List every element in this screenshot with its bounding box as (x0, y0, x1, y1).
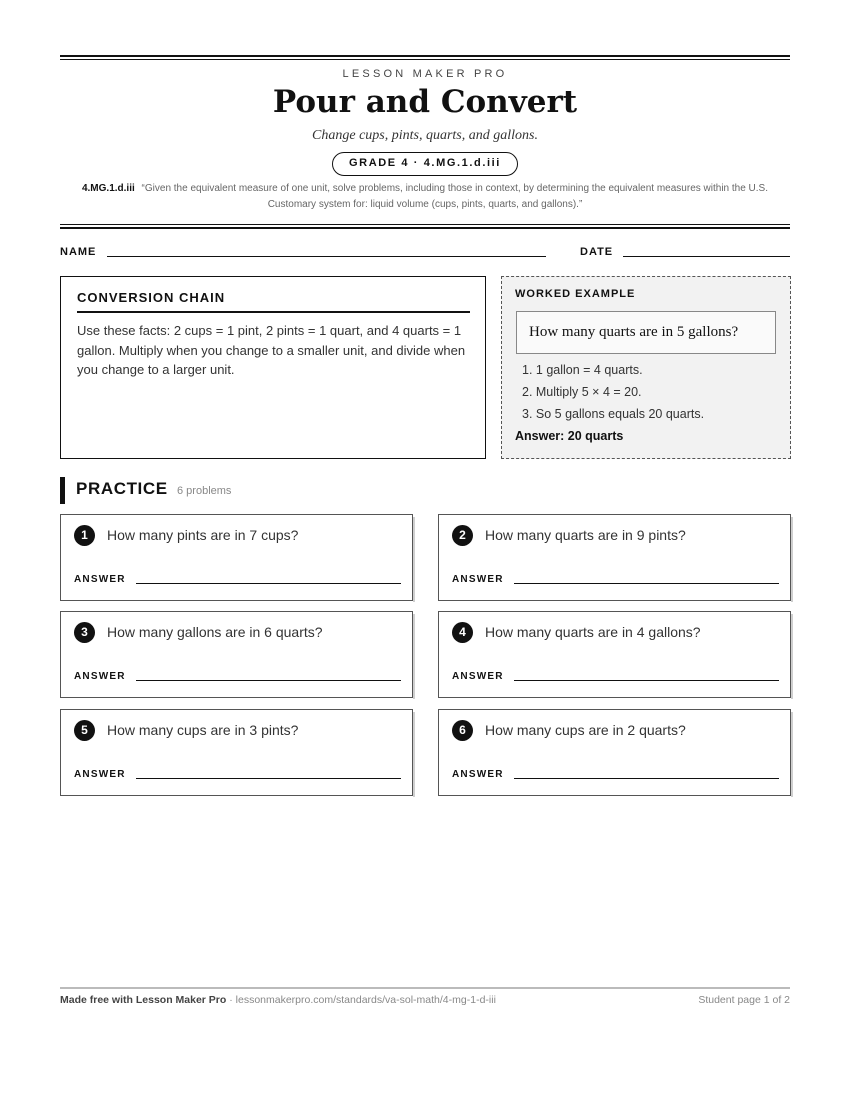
footer-made-with: Made free with Lesson Maker Pro (60, 994, 227, 1006)
page-subtitle: Change cups, pints, quarts, and gallons. (312, 128, 538, 143)
problem-number: 3 (74, 622, 95, 643)
date-field[interactable] (623, 256, 790, 257)
practice-heading: PRACTICE (76, 479, 168, 498)
footer-rule (60, 987, 790, 989)
name-field[interactable] (107, 256, 546, 257)
standard-text: “Given the equivalent measure of one unit, solve problems, including those in context, by determining the equivalent measures within the U.S. Customary system for: liquid volume (cups, pints, quarts, and gallons).” (141, 183, 769, 210)
conversion-chain-title: CONVERSION CHAIN (77, 290, 470, 313)
problem-card-4 (438, 611, 791, 698)
conversion-chain-box (60, 276, 486, 459)
problem-number: 5 (74, 720, 95, 741)
problem-question: How many quarts are in 9 pints? (485, 527, 686, 543)
problem-card-3 (60, 611, 413, 698)
problem-card-1 (60, 514, 413, 601)
grade-badge: GRADE 4 · 4.MG.1.d.iii (332, 152, 518, 176)
worked-example-step: 3. So 5 gallons equals 20 quarts. (522, 407, 705, 421)
problem-card-6 (438, 709, 791, 796)
worked-example-title: WORKED EXAMPLE (515, 288, 636, 300)
answer-label: ANSWER (452, 769, 504, 780)
worked-example-step: 2. Multiply 5 × 4 = 20. (522, 385, 642, 399)
worked-example-question: How many quarts are in 5 gallons? (516, 311, 776, 354)
answer-label: ANSWER (452, 671, 504, 682)
footer-credit (60, 994, 496, 1006)
problem-question: How many pints are in 7 cups? (107, 527, 299, 543)
answer-label: ANSWER (452, 574, 504, 585)
date-label: DATE (580, 246, 614, 258)
standard-description (60, 181, 790, 213)
problem-number: 6 (452, 720, 473, 741)
problem-question: How many cups are in 3 pints? (107, 722, 299, 738)
problem-question: How many cups are in 2 quarts? (485, 722, 686, 738)
problem-number: 4 (452, 622, 473, 643)
worked-example-box (501, 276, 791, 459)
worksheet-page (60, 0, 790, 1100)
problem-card-2 (438, 514, 791, 601)
standard-code: 4.MG.1.d.iii (81, 183, 135, 194)
name-label: NAME (60, 246, 97, 258)
answer-label: ANSWER (74, 574, 126, 585)
answer-field[interactable] (514, 583, 779, 584)
problem-number: 2 (452, 525, 473, 546)
worked-example-steps (522, 359, 704, 425)
problem-question: How many gallons are in 6 quarts? (107, 624, 323, 640)
answer-field[interactable] (136, 583, 401, 584)
footer-url: · lessonmakerpro.com/standards/va-sol-math/4-mg-1-d-iii (226, 994, 496, 1006)
answer-field[interactable] (136, 778, 401, 779)
problem-question: How many quarts are in 4 gallons? (485, 624, 701, 640)
practice-count: 6 problems (177, 485, 232, 497)
header-bottom-double-rule (60, 224, 790, 229)
answer-label: ANSWER (74, 671, 126, 682)
footer-page-number: Student page 1 of 2 (698, 994, 790, 1006)
answer-field[interactable] (136, 680, 401, 681)
answer-label: ANSWER (74, 769, 126, 780)
conversion-chain-text: Use these facts: 2 cups = 1 pint, 2 pints = 1 quart, and 4 quarts = 1 gallon. Multiply when you change to a smaller unit, and divide when you change to a larger unit. (77, 323, 466, 377)
brand-name: LESSON MAKER PRO (342, 68, 508, 80)
page-title: Pour and Convert (272, 84, 578, 120)
answer-field[interactable] (514, 778, 779, 779)
practice-accent-bar (60, 477, 65, 504)
answer-field[interactable] (514, 680, 779, 681)
problem-card-5 (60, 709, 413, 796)
worked-example-answer: Answer: 20 quarts (515, 429, 624, 443)
worked-example-step: 1. 1 gallon = 4 quarts. (522, 363, 643, 377)
problem-number: 1 (74, 525, 95, 546)
top-double-rule (60, 55, 790, 60)
